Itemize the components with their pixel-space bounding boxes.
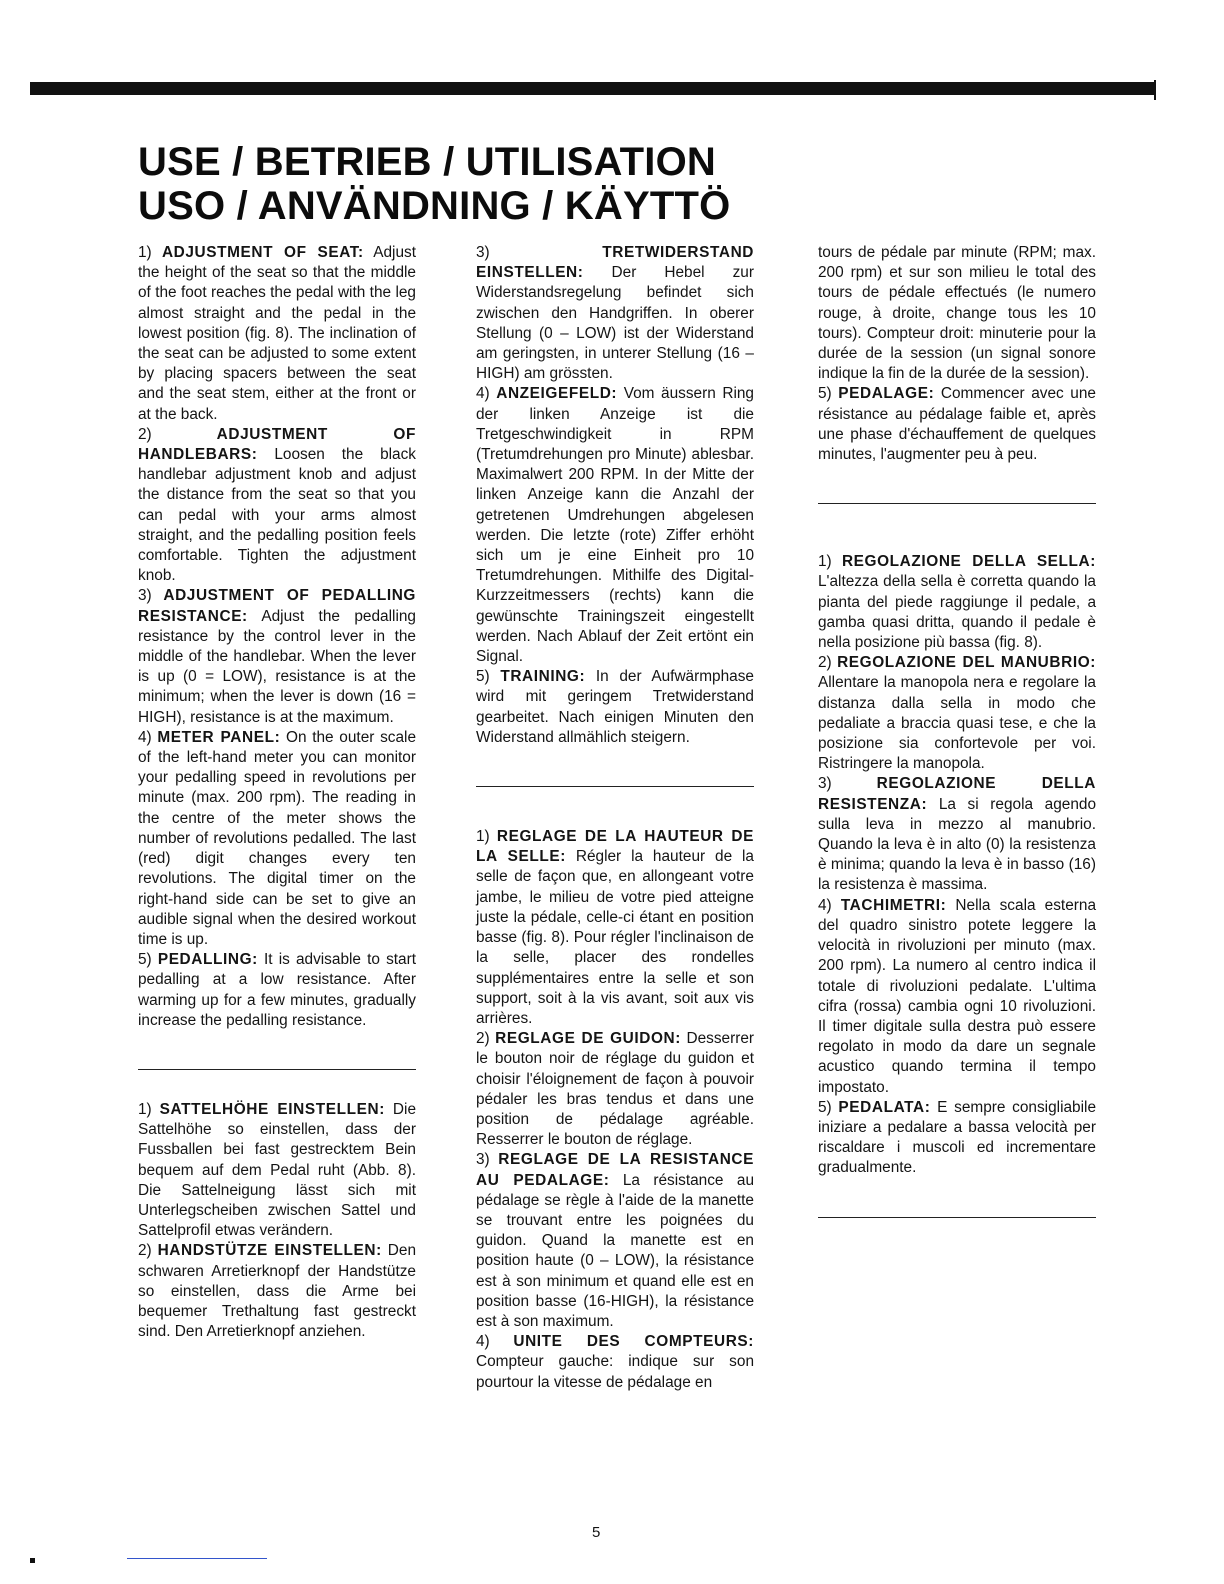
heading-en-5: PEDALLING: (157, 951, 258, 969)
paragraph-de-4: 4) ANZEIGEFELD: Vom äussern Ring der linken Anzeige ist die Tretgeschwindigkeit in RPM (Tretumdrehungen pro Minute) ablesbar. Maximalwert 200 RPM. In der Mitte der linken Anzeige kann die Anzahl der getretenen Umdrehungen abgelesen werden. Die letzte (rote) Ziffer erhöht sich um je eine Einheit pro 10 Tretumdrehungen. Mithilfe des Digital-Kurzzeitmessers (rechts) kann die gewünschte Trainingszeit eingestellt werden. Nach Ablauf der Zeit ertönt ein Signal. (476, 385, 754, 666)
paragraph-it-4: 4) TACHIMETRI: Nella scala esterna del quadro sinistro potete leggere la velocità in rivoluzioni per minuto (max. 200 rpm). La numero al centro indica il totale di rivoluzioni pedalate. L'ultima cifra (rossa) cambia ogni 10 rivoluzioni. Il timer digitale sulla destra può essere regolato in modo da dare un segnale acustico quando termina il tempo impostato. (818, 896, 1096, 1096)
paragraph-it-5: 5) PEDALATA: E sempre consigliabile iniziare a pedalare a bassa velocità per riscaldare i muscoli ed incrementare gradualmente. (818, 1098, 1097, 1177)
paragraph-de-2: 2) HANDSTÜTZE EINSTELLEN: Den schwaren Arretierknopf der Handstütze so einstellen, dass die Arme bei bequemer Trethaltung fast gestreckt sind. Den Arretierknopf anziehen. (138, 1242, 416, 1341)
heading-de-2: HANDSTÜTZE EINSTELLEN: (157, 1242, 382, 1260)
section-divider (138, 1069, 416, 1070)
heading-it-3: REGOLAZIONE DELLA RESISTENZA: (818, 775, 1097, 813)
heading-it-2: REGOLAZIONE DEL MANUBRIO: (837, 654, 1096, 672)
footer-mark (30, 1558, 35, 1563)
heading-de-5: TRAINING: (500, 668, 586, 686)
heading-it-4: TACHIMETRI: (840, 896, 947, 914)
paragraph-en-4: 4) METER PANEL: On the outer scale of the left-hand meter you can monitor your pedalling speed in revolutions per minute (max. 200 rpm). The reading in the centre of the meter shows the number of revolutions pedalled. The last (red) digit changes every ten revolutions. The digital timer on the right-hand side can be set to give an audible signal when the desired workout time is up. (138, 728, 417, 948)
heading-en-3: ADJUSTMENT OF PEDALLING RESISTANCE: (138, 587, 416, 625)
footer-line (127, 1558, 267, 1559)
paragraph-de-3: 3) TRETWIDERSTAND EINSTELLEN: Der Hebel zur Widerstandsregelung befindet sich zwischen den Handgriffen. In oberer Stellung (0 – LOW) ist der Widerstand am geringsten, in unterer Stellung (16 – HIGH) am grössten. (476, 244, 754, 383)
heading-fr-5: PEDALAGE: (838, 385, 935, 403)
heading-en-4: METER PANEL: (157, 728, 281, 746)
page-title (138, 140, 730, 228)
top-rule-tick (1154, 80, 1156, 100)
german-section-a (138, 1100, 416, 1342)
paragraph-it-3: 3) REGOLAZIONE DELLA RESISTENZA: La si regola agendo sulla leva in mezzo al manubrio. Quando la leva è in alto (0) la resistenza è minima; quando la leva è in basso (16) la resistenza è massima. (818, 775, 1097, 894)
paragraph-it-2: 2) REGOLAZIONE DEL MANUBRIO: Allentare la manopola nera e regolare la distanza dalla sella in modo che pedaliate a braccia quasi tese, e che la posizione sia confortevole per voi. Ristringere la manopola. (818, 654, 1096, 773)
paragraph-en-1: 1) ADJUSTMENT OF SEAT: Adjust the height of the seat so that the middle of the foot reaches the pedal with the leg almost straight and the pedal in the lowest position (fig. 8). The inclination of the seat can be adjusted to some extent by placing spacers between the seat and the seat stem, either at the front or at the back. (138, 244, 416, 423)
paragraph-fr-1: 1) REGLAGE DE LA HAUTEUR DE LA SELLE: Régler la hauteur de la selle de façon que, en allongeant votre jambe, le milieu de votre pied atteigne juste la pédale, celle-ci étant en position basse (fig. 8). Pour régler l'inclinaison de la selle, placer des rondelles supplémentaires entre la selle et son support, soit à la vis avant, soit aux vis arrières. (476, 828, 754, 1027)
heading-de-3: TRETWIDERSTAND EINSTELLEN: (476, 244, 754, 282)
page-number: 5 (592, 1524, 601, 1541)
heading-fr-1: REGLAGE DE LA HAUTEUR DE LA SELLE: (476, 828, 754, 866)
paragraph-fr-4-continued: tours de pédale par minute (RPM; max. 200 rpm) et sur son milieu le total des tours de pédale effectués (le numero rouge, à droite, change tous les 10 tours). Compteur droit: minuterie pour la durée de la session (un signal sonore indique la fin de la durée de la session). (818, 244, 1096, 383)
column-1 (138, 243, 416, 1342)
paragraph-de-5: 5) TRAINING: In der Aufwärmphase wird mit geringem Tretwiderstand gearbeitet. Nach einigen Minuten den Widerstand allmählich steigern. (476, 668, 754, 746)
english-section (138, 243, 416, 1031)
heading-it-5: PEDALATA: (838, 1098, 931, 1116)
french-section-b (818, 243, 1096, 465)
column-2 (476, 243, 754, 1393)
heading-en-2: ADJUSTMENT OF HANDLEBARS: (138, 425, 416, 464)
heading-it-1: REGOLAZIONE DELLA SELLA: (841, 553, 1096, 571)
italian-section (818, 552, 1096, 1178)
title-line-1: USE / BETRIEB / UTILISATION (138, 140, 717, 184)
paragraph-fr-5: 5) PEDALAGE: Commencer avec une résistance au pédalage faible et, après une phase d'échauffement de quelques minutes, l'augmenter peu à peu. (818, 385, 1096, 464)
paragraph-fr-4: 4) UNITE DES COMPTEURS: Compteur gauche: indique sur son pourtour la vitesse de pédalage en (476, 1333, 755, 1391)
heading-en-1: ADJUSTMENT OF SEAT: (161, 244, 364, 261)
section-divider (476, 786, 754, 787)
section-divider (818, 1217, 1096, 1218)
section-divider (818, 503, 1096, 504)
column-3 (818, 243, 1096, 1218)
paragraph-en-5: 5) PEDALLING: It is advisable to start pedalling at a low resistance. After warming up for a few minutes, gradually increase the pedalling resistance. (138, 951, 417, 1029)
paragraph-de-1: 1) SATTELHÖHE EINSTELLEN: Die Sattelhöhe so einstellen, dass der Fussballen bei fast gestrecktem Bein bequem auf dem Pedal ruht (Abb. 8). Die Sattelneigung lässt sich mit Unterlegscheiben zwischen Sattel und Sattelprofil etwas verändern. (138, 1100, 416, 1240)
paragraph-en-3: 3) ADJUSTMENT OF PEDALLING RESISTANCE: Adjust the pedalling resistance by the control lever in the middle of the handlebar. When the lever is up (0 = LOW), resistance is at the minimum; when the lever is down (16 = HIGH), resistance is at the maximum. (138, 587, 416, 726)
paragraph-it-1: 1) REGOLAZIONE DELLA SELLA: L'altezza della sella è corretta quando la pianta del piede raggiunge il pedale, a gamba quasi dritta, quando il pedale è nella posizione più bassa (fig. 8). (818, 553, 1096, 652)
paragraph-fr-2: 2) REGLAGE DE GUIDON: Desserrer le bouton noir de réglage du guidon et choisir l'éloignement de façon à pouvoir pédaler les bras tendus et dans une position de pédalage agréable. Resserrer le bouton de réglage. (476, 1030, 755, 1149)
paragraph-en-2: 2) ADJUSTMENT OF HANDLEBARS: Loosen the black handlebar adjustment knob and adjust the distance from the seat so that you can pedal with your arms almost straight, and the pedalling position feels comfortable. Tighten the adjustment knob. (138, 425, 416, 585)
heading-fr-4: UNITE DES COMPTEURS: (513, 1333, 755, 1351)
heading-de-1: SATTELHÖHE EINSTELLEN: (159, 1100, 385, 1118)
title-line-2: USO / ANVÄNDNING / KÄYTTÖ (138, 184, 731, 228)
heading-de-4: ANZEIGEFELD: (496, 385, 618, 403)
heading-fr-3: REGLAGE DE LA RESISTANCE AU PEDALAGE: (476, 1151, 754, 1189)
heading-fr-2: REGLAGE DE GUIDON: (495, 1030, 681, 1048)
french-section-a (476, 827, 754, 1393)
top-rule-bar (30, 82, 1156, 95)
paragraph-fr-3: 3) REGLAGE DE LA RESISTANCE AU PEDALAGE: La résistance au pédalage se règle à l'aide de la manette se trouvant entre les poignées du guidon. Quand la manette est en position haute (0 – LOW), la résistance est à son minimum et quand elle est en position basse (16-HIGH), la résistance est à son maximum. (476, 1151, 754, 1330)
german-section-b (476, 243, 754, 748)
